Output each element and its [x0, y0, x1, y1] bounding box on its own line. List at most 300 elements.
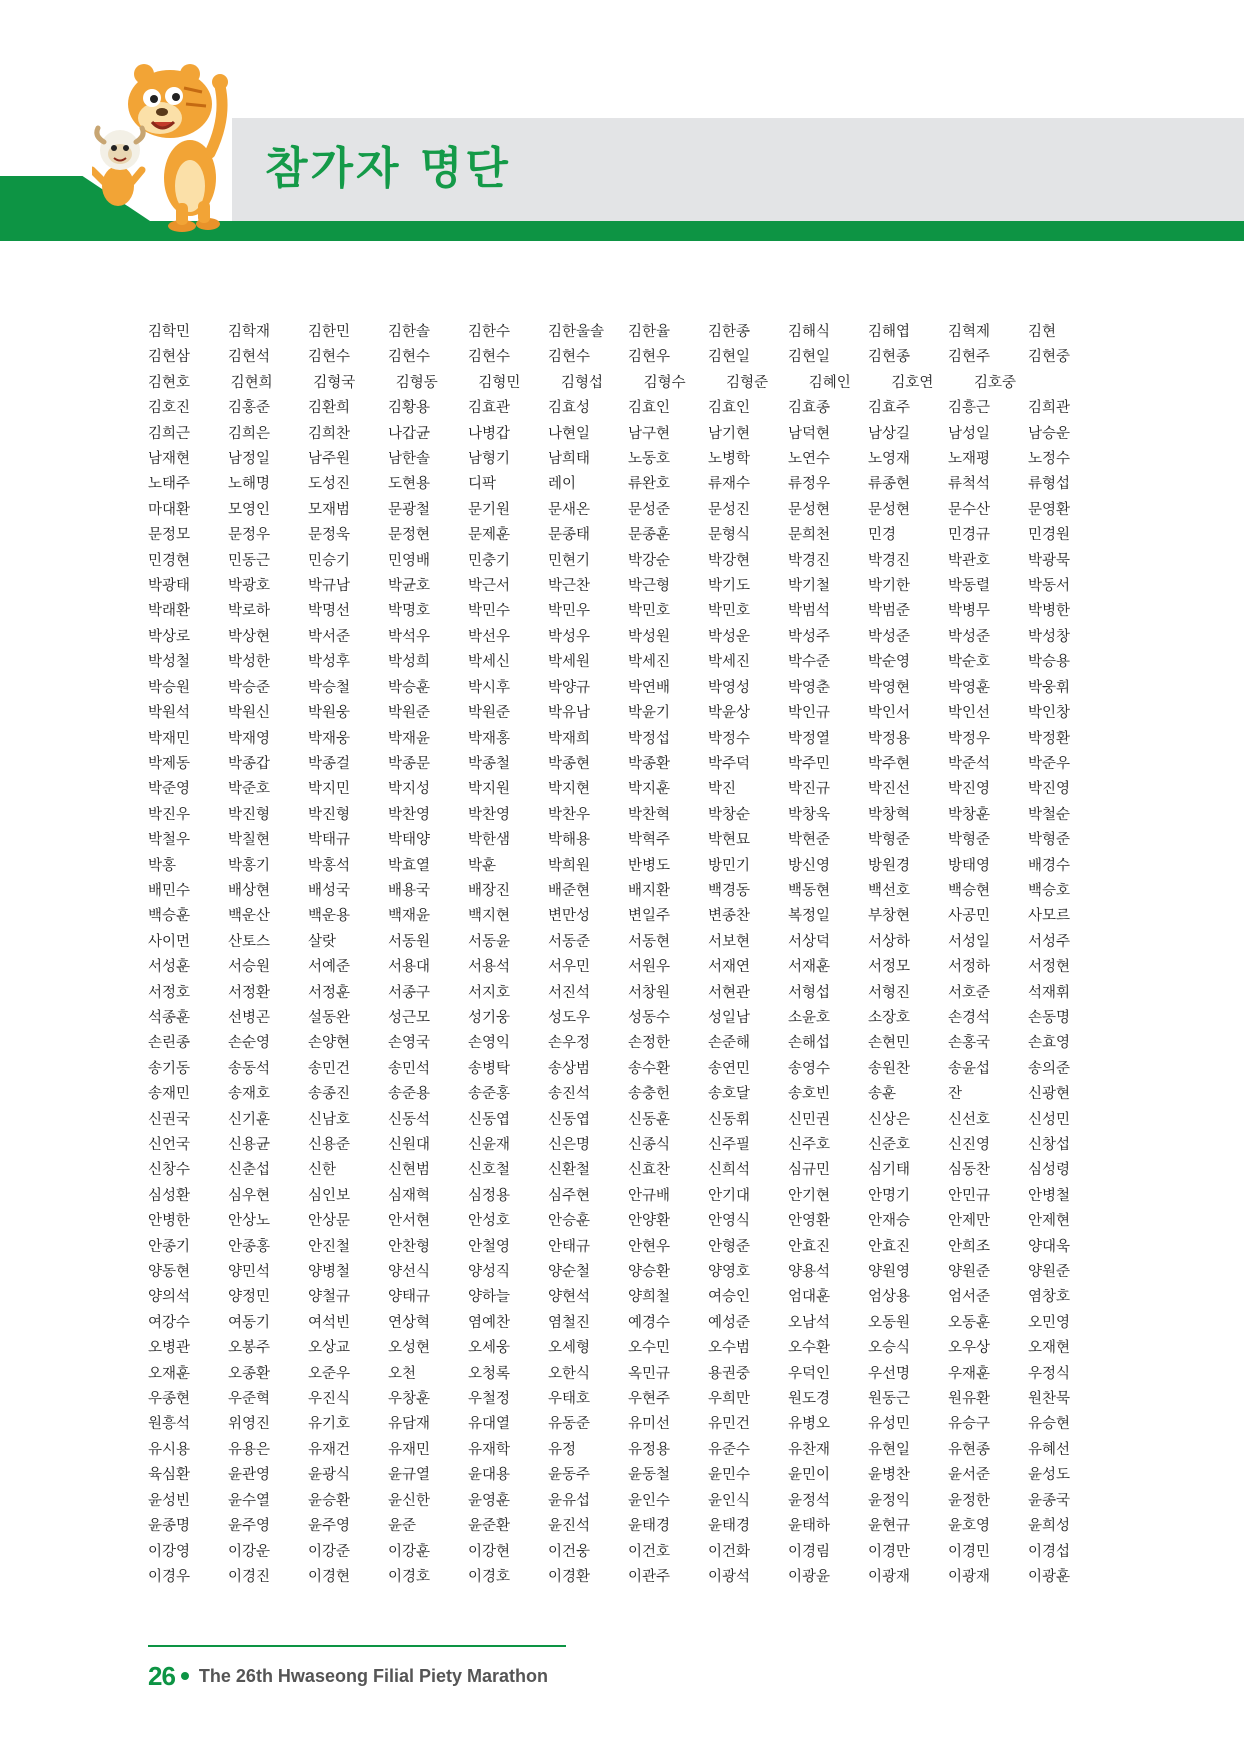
participant-name: 신희석	[708, 1162, 751, 1179]
name-row	[148, 1412, 1108, 1437]
name-row	[148, 1006, 1108, 1031]
participant-name: 박민호	[708, 603, 751, 620]
participant-name: 김현수	[548, 349, 591, 366]
participant-name: 문영환	[1028, 501, 1071, 518]
participant-name: 유혜선	[1028, 1441, 1071, 1458]
participant-name: 김한수	[468, 324, 511, 340]
participant-name: 선병곤	[228, 1009, 271, 1026]
participant-name: 노정수	[1028, 451, 1071, 468]
participant-name: 남희태	[548, 451, 591, 468]
participant-name: 윤호영	[948, 1518, 991, 1535]
participant-name: 박기한	[868, 578, 911, 595]
participant-name: 손효영	[1028, 1035, 1071, 1052]
participant-name: 서호준	[948, 984, 991, 1001]
participant-name: 박재홍	[468, 730, 511, 747]
participant-name: 안상문	[308, 1213, 351, 1230]
participant-name: 손경석	[948, 1009, 991, 1026]
participant-name: 박정환	[1028, 730, 1071, 747]
participant-name: 김현일	[708, 349, 751, 366]
name-row	[148, 650, 1108, 675]
participant-name: 박정수	[708, 730, 751, 747]
participant-name: 우선명	[868, 1365, 911, 1382]
participant-name: 오동훈	[948, 1314, 991, 1331]
participant-name: 예성준	[708, 1314, 751, 1331]
participant-name: 박세진	[708, 654, 751, 671]
participant-name: 서상덕	[788, 933, 831, 950]
participant-name: 서정현	[1028, 959, 1071, 976]
participant-name: 원동근	[868, 1391, 911, 1408]
participant-name: 박성철	[148, 654, 191, 671]
participant-name: 박윤상	[708, 705, 751, 722]
participant-name: 백경동	[708, 882, 751, 899]
participant-name: 엄대훈	[788, 1289, 831, 1306]
participant-name: 연상혁	[388, 1314, 431, 1331]
participant-name: 김형수	[643, 374, 686, 391]
participant-name: 박찬영	[468, 806, 511, 823]
participant-name: 박경진	[788, 552, 831, 569]
participant-name: 남성일	[948, 425, 991, 442]
participant-name: 박찬우	[548, 806, 591, 823]
participant-name: 유시용	[148, 1441, 191, 1458]
participant-name: 김효주	[868, 400, 911, 417]
name-row	[148, 1285, 1108, 1310]
participant-name: 손준해	[708, 1035, 751, 1052]
name-row	[148, 1438, 1108, 1463]
participant-name: 박종철	[468, 755, 511, 772]
participant-name: 박선우	[468, 628, 511, 645]
participant-name: 문종훈	[628, 527, 671, 544]
participant-name: 이경민	[948, 1543, 991, 1560]
participant-name: 설동완	[308, 1009, 351, 1026]
participant-name: 신주호	[788, 1137, 831, 1153]
participant-name: 신환철	[548, 1162, 591, 1179]
participant-name: 서동원	[388, 933, 431, 950]
participant-name: 김호진	[148, 400, 191, 417]
name-row	[148, 1031, 1108, 1056]
participant-name: 박진형	[308, 806, 351, 823]
participant-name: 남한솔	[388, 451, 431, 468]
participant-name: 오재현	[1028, 1340, 1071, 1357]
participant-name: 심우현	[228, 1187, 271, 1204]
participant-name: 서상하	[868, 933, 911, 950]
participant-name: 백지현	[468, 908, 511, 925]
participant-name: 이건화	[708, 1543, 751, 1560]
participant-name: 박태양	[388, 832, 431, 849]
name-row	[148, 1387, 1108, 1412]
bullet-dot-icon	[181, 1672, 189, 1680]
participant-name: 위영진	[228, 1416, 271, 1433]
participant-name: 문성현	[788, 501, 831, 518]
participant-name: 서정하	[948, 959, 991, 976]
participant-name: 살랏	[308, 933, 337, 950]
participant-name: 오성현	[388, 1340, 431, 1357]
participant-name: 이광재	[948, 1568, 991, 1585]
participant-name: 박지훈	[628, 781, 671, 798]
participant-name: 윤성빈	[148, 1492, 191, 1509]
participant-name: 박동서	[1028, 578, 1071, 595]
participant-name: 노태주	[148, 476, 191, 493]
participant-name: 서형진	[868, 984, 911, 1001]
participant-name: 류완호	[628, 476, 671, 493]
participant-name: 김형섭	[560, 374, 603, 391]
participant-name: 박순영	[868, 654, 911, 671]
participant-name: 박창욱	[788, 806, 831, 823]
participant-name: 김현석	[228, 349, 271, 366]
name-row	[148, 1489, 1108, 1514]
name-row	[148, 1311, 1108, 1336]
participant-name: 양승환	[628, 1264, 671, 1281]
participant-name: 이강현	[468, 1543, 511, 1560]
name-row	[148, 498, 1108, 523]
participant-name: 유재건	[308, 1441, 351, 1458]
participant-name: 박지현	[548, 781, 591, 798]
participant-name: 서현관	[708, 984, 751, 1001]
participant-name: 윤광식	[308, 1467, 351, 1484]
name-row	[148, 396, 1108, 421]
participant-name: 노연수	[788, 451, 831, 468]
participant-name: 박희원	[548, 857, 591, 874]
participant-name: 김한민	[308, 324, 351, 340]
participant-name: 박해용	[548, 832, 591, 849]
participant-name: 손현민	[868, 1035, 911, 1052]
participant-name: 박영훈	[948, 679, 991, 696]
participant-name: 배민수	[148, 882, 191, 899]
participant-name: 신종식	[628, 1137, 671, 1153]
participant-name: 김해엽	[868, 324, 911, 340]
participant-name: 박순호	[948, 654, 991, 671]
participant-name: 유용은	[228, 1441, 271, 1458]
participant-name: 김효성	[548, 400, 591, 417]
participant-name: 석재휘	[1028, 984, 1071, 1001]
participant-name: 박종현	[548, 755, 591, 772]
participant-name: 남구현	[628, 425, 671, 442]
participant-name: 심동찬	[948, 1162, 991, 1179]
participant-name: 박기철	[788, 578, 831, 595]
participant-name: 서지호	[468, 984, 511, 1001]
participant-name: 유준수	[708, 1441, 751, 1458]
participant-name: 박광태	[148, 578, 191, 595]
participant-name: 김현수	[468, 349, 511, 366]
participant-name: 박형준	[948, 832, 991, 849]
participant-name: 박경진	[868, 552, 911, 569]
participant-name: 박재영	[228, 730, 271, 747]
participant-name: 우희만	[708, 1391, 751, 1408]
participant-name: 신용준	[308, 1137, 351, 1153]
participant-name: 양성직	[468, 1264, 511, 1281]
participant-name: 문정현	[388, 527, 431, 544]
participant-name: 박시후	[468, 679, 511, 696]
participant-name: 박인서	[868, 705, 911, 722]
participant-name: 박진우	[148, 806, 191, 823]
participant-name: 문성진	[708, 501, 751, 518]
participant-name: 박준영	[148, 781, 191, 798]
participant-name: 김혜인	[808, 374, 851, 391]
participant-name: 김효인	[628, 400, 671, 417]
participant-name: 박진영	[1028, 781, 1071, 798]
participant-name: 여승인	[708, 1289, 751, 1306]
participant-name: 모재범	[308, 501, 351, 518]
participant-name: 원도경	[788, 1391, 831, 1408]
participant-name: 윤정석	[788, 1492, 831, 1509]
participant-name: 박성희	[388, 654, 431, 671]
participant-list	[148, 320, 1108, 1590]
participant-name: 윤유섭	[548, 1492, 591, 1509]
participant-name: 이경진	[228, 1568, 271, 1585]
participant-name: 송상범	[548, 1060, 591, 1077]
participant-name: 박세신	[468, 654, 511, 671]
participant-name: 신광현	[1028, 1086, 1071, 1103]
participant-name: 배성국	[308, 882, 351, 899]
participant-name: 김효인	[708, 400, 751, 417]
name-row	[148, 803, 1108, 828]
participant-name: 김형준	[726, 374, 769, 391]
page-title: 참가자 명단	[265, 143, 511, 194]
participant-name: 윤태하	[788, 1518, 831, 1535]
participant-name: 김한종	[708, 324, 751, 340]
participant-name: 박종걸	[308, 755, 351, 772]
participant-name: 염철진	[548, 1314, 591, 1331]
participant-name: 박명호	[388, 603, 431, 620]
participant-name: 김희관	[1028, 400, 1071, 417]
participant-name: 박래환	[148, 603, 191, 620]
participant-name: 문성준	[628, 501, 671, 518]
participant-name: 김형민	[478, 374, 521, 391]
participant-name: 손우정	[548, 1035, 591, 1052]
name-row	[148, 1514, 1108, 1539]
name-row	[148, 828, 1108, 853]
participant-name: 문정욱	[308, 527, 351, 544]
participant-name: 사공민	[948, 908, 991, 925]
participant-name: 윤주영	[308, 1518, 351, 1535]
participant-name: 백승현	[948, 882, 991, 899]
participant-name: 심인보	[308, 1187, 351, 1204]
participant-name: 유현일	[868, 1441, 911, 1458]
participant-name: 이경우	[148, 1568, 191, 1585]
participant-name: 류척석	[948, 476, 991, 493]
participant-name: 윤관영	[228, 1467, 271, 1484]
participant-name: 박민호	[628, 603, 671, 620]
name-row	[148, 955, 1108, 980]
participant-name: 신창수	[148, 1162, 191, 1179]
participant-name: 신진영	[948, 1137, 991, 1153]
participant-name: 손영국	[388, 1035, 431, 1052]
participant-name: 박종환	[628, 755, 671, 772]
participant-name: 변만성	[548, 908, 591, 925]
participant-name: 유동준	[548, 1416, 591, 1433]
participant-name: 박성주	[788, 628, 831, 645]
participant-name: 우철정	[468, 1391, 511, 1408]
participant-name: 서보현	[708, 933, 751, 950]
participant-name: 박원석	[148, 705, 191, 722]
participant-name: 문새온	[548, 501, 591, 518]
participant-name: 이강훈	[388, 1543, 431, 1560]
name-row	[148, 981, 1108, 1006]
participant-name: 서정모	[868, 959, 911, 976]
participant-name: 박홍	[148, 857, 177, 874]
participant-name: 김현수	[308, 349, 351, 366]
participant-name: 오수민	[628, 1340, 671, 1357]
participant-name: 나현일	[548, 425, 591, 442]
participant-name: 김학재	[228, 324, 271, 340]
name-row	[148, 1362, 1108, 1387]
participant-name: 서정훈	[308, 984, 351, 1001]
participant-name: 박성창	[1028, 628, 1071, 645]
participant-name: 오한식	[548, 1365, 591, 1382]
participant-name: 염예찬	[468, 1314, 511, 1331]
participant-name: 심재혁	[388, 1187, 431, 1204]
participant-name: 김현희	[230, 374, 273, 391]
participant-name: 이건웅	[548, 1543, 591, 1560]
participant-name: 민경규	[948, 527, 991, 544]
participant-name: 윤민수	[708, 1467, 751, 1484]
participant-name: 양원준	[948, 1264, 991, 1281]
participant-name: 유찬재	[788, 1441, 831, 1458]
participant-name: 방원경	[868, 857, 911, 874]
participant-name: 오재훈	[148, 1365, 191, 1382]
participant-name: 서정환	[228, 984, 271, 1001]
participant-name: 오준우	[308, 1365, 351, 1382]
participant-name: 이경림	[788, 1543, 831, 1560]
participant-name: 김현종	[868, 349, 911, 366]
participant-name: 안병철	[1028, 1187, 1071, 1204]
participant-name: 박지성	[388, 781, 431, 798]
participant-name: 박현준	[788, 832, 831, 849]
participant-name: 박영성	[708, 679, 751, 696]
participant-name: 박양규	[548, 679, 591, 696]
footer-rule	[148, 1645, 566, 1647]
participant-name: 양병철	[308, 1264, 351, 1281]
participant-name: 박범준	[868, 603, 911, 620]
participant-name: 윤정익	[868, 1492, 911, 1509]
participant-name: 박원신	[228, 705, 271, 722]
participant-name: 손영익	[468, 1035, 511, 1052]
participant-name: 신주필	[708, 1137, 751, 1153]
participant-name: 신현범	[388, 1162, 431, 1179]
participant-name: 김현우	[628, 349, 671, 366]
participant-name: 양순철	[548, 1264, 591, 1281]
participant-name: 민경원	[1028, 527, 1071, 544]
participant-name: 윤서준	[948, 1467, 991, 1484]
participant-name: 안형준	[708, 1238, 751, 1255]
participant-name: 김형동	[395, 374, 438, 391]
participant-name: 서형섭	[788, 984, 831, 1001]
participant-name: 서원우	[628, 959, 671, 976]
participant-name: 심기태	[868, 1162, 911, 1179]
name-row	[148, 1108, 1108, 1133]
participant-name: 이경호	[388, 1568, 431, 1585]
participant-name: 이건호	[628, 1543, 671, 1560]
participant-name: 박영춘	[788, 679, 831, 696]
participant-name: 신남호	[308, 1111, 351, 1128]
participant-name: 이강운	[228, 1543, 271, 1560]
name-row	[148, 1057, 1108, 1082]
participant-name: 복정일	[788, 908, 831, 925]
participant-name: 안양환	[628, 1213, 671, 1230]
participant-name: 남주원	[308, 451, 351, 468]
participant-name: 나병갑	[468, 425, 511, 442]
participant-name: 양민석	[228, 1264, 271, 1281]
participant-name: 서창원	[628, 984, 671, 1001]
name-row	[148, 1565, 1108, 1590]
participant-name: 박규남	[308, 578, 351, 595]
participant-name: 이경섭	[1028, 1543, 1071, 1560]
participant-name: 박진규	[788, 781, 831, 798]
participant-name: 박성운	[708, 628, 751, 645]
name-row	[148, 549, 1108, 574]
name-row	[148, 777, 1108, 802]
participant-name: 박성준	[948, 628, 991, 645]
participant-name: 안규배	[628, 1187, 671, 1204]
participant-name: 안병한	[148, 1213, 191, 1230]
participant-name: 박정열	[788, 730, 831, 747]
participant-name: 김한울솔	[548, 324, 605, 340]
participant-name: 류종현	[868, 476, 911, 493]
footer	[148, 1660, 548, 1692]
participant-name: 신동엽	[468, 1111, 511, 1128]
participant-name: 안진철	[308, 1238, 351, 1255]
participant-name: 안종기	[148, 1238, 191, 1255]
participant-name: 남승운	[1028, 425, 1071, 442]
participant-name: 박성준	[868, 628, 911, 645]
name-row	[148, 1235, 1108, 1260]
participant-name: 여석빈	[308, 1314, 351, 1331]
participant-name: 박관호	[948, 552, 991, 569]
participant-name: 송민석	[388, 1060, 431, 1077]
participant-name: 박세진	[628, 654, 671, 671]
participant-name: 안서현	[388, 1213, 431, 1230]
participant-name: 서성훈	[148, 959, 191, 976]
participant-name: 박원웅	[308, 705, 351, 722]
participant-name: 송연민	[708, 1060, 751, 1077]
participant-name: 김희찬	[308, 425, 351, 442]
participant-name: 박로하	[228, 603, 271, 620]
participant-name: 김호연	[891, 374, 934, 391]
participant-name: 박재윤	[388, 730, 431, 747]
participant-name: 박광호	[228, 578, 271, 595]
participant-name: 박윤기	[628, 705, 671, 722]
participant-name: 윤인식	[708, 1492, 751, 1509]
participant-name: 마대환	[148, 501, 191, 518]
participant-name: 엄상용	[868, 1289, 911, 1306]
participant-name: 오수범	[708, 1340, 751, 1357]
participant-name: 안민규	[948, 1187, 991, 1204]
participant-name: 박성우	[548, 628, 591, 645]
participant-name: 박찬영	[388, 806, 431, 823]
participant-name: 안현우	[628, 1238, 671, 1255]
participant-name: 유현종	[948, 1441, 991, 1458]
participant-name: 신선호	[948, 1111, 991, 1128]
participant-name: 양정민	[228, 1289, 271, 1306]
participant-name: 박범석	[788, 603, 831, 620]
participant-name: 손린종	[148, 1035, 191, 1052]
participant-name: 신한	[308, 1162, 337, 1179]
participant-name: 신호철	[468, 1162, 511, 1179]
participant-name: 신상은	[868, 1111, 911, 1128]
participant-name: 서용석	[468, 959, 511, 976]
participant-name: 박동렬	[948, 578, 991, 595]
participant-name: 박근서	[468, 578, 511, 595]
participant-name: 박한샘	[468, 832, 511, 849]
participant-name: 우정식	[1028, 1365, 1071, 1382]
participant-name: 이강영	[148, 1543, 191, 1560]
participant-name: 박창훈	[948, 806, 991, 823]
participant-name: 박원준	[388, 705, 431, 722]
participant-name: 박수준	[788, 654, 831, 671]
participant-name: 안희조	[948, 1238, 991, 1255]
participant-name: 김해식	[788, 324, 831, 340]
participant-name: 김홍준	[228, 400, 271, 417]
participant-name: 백승호	[1028, 882, 1071, 899]
